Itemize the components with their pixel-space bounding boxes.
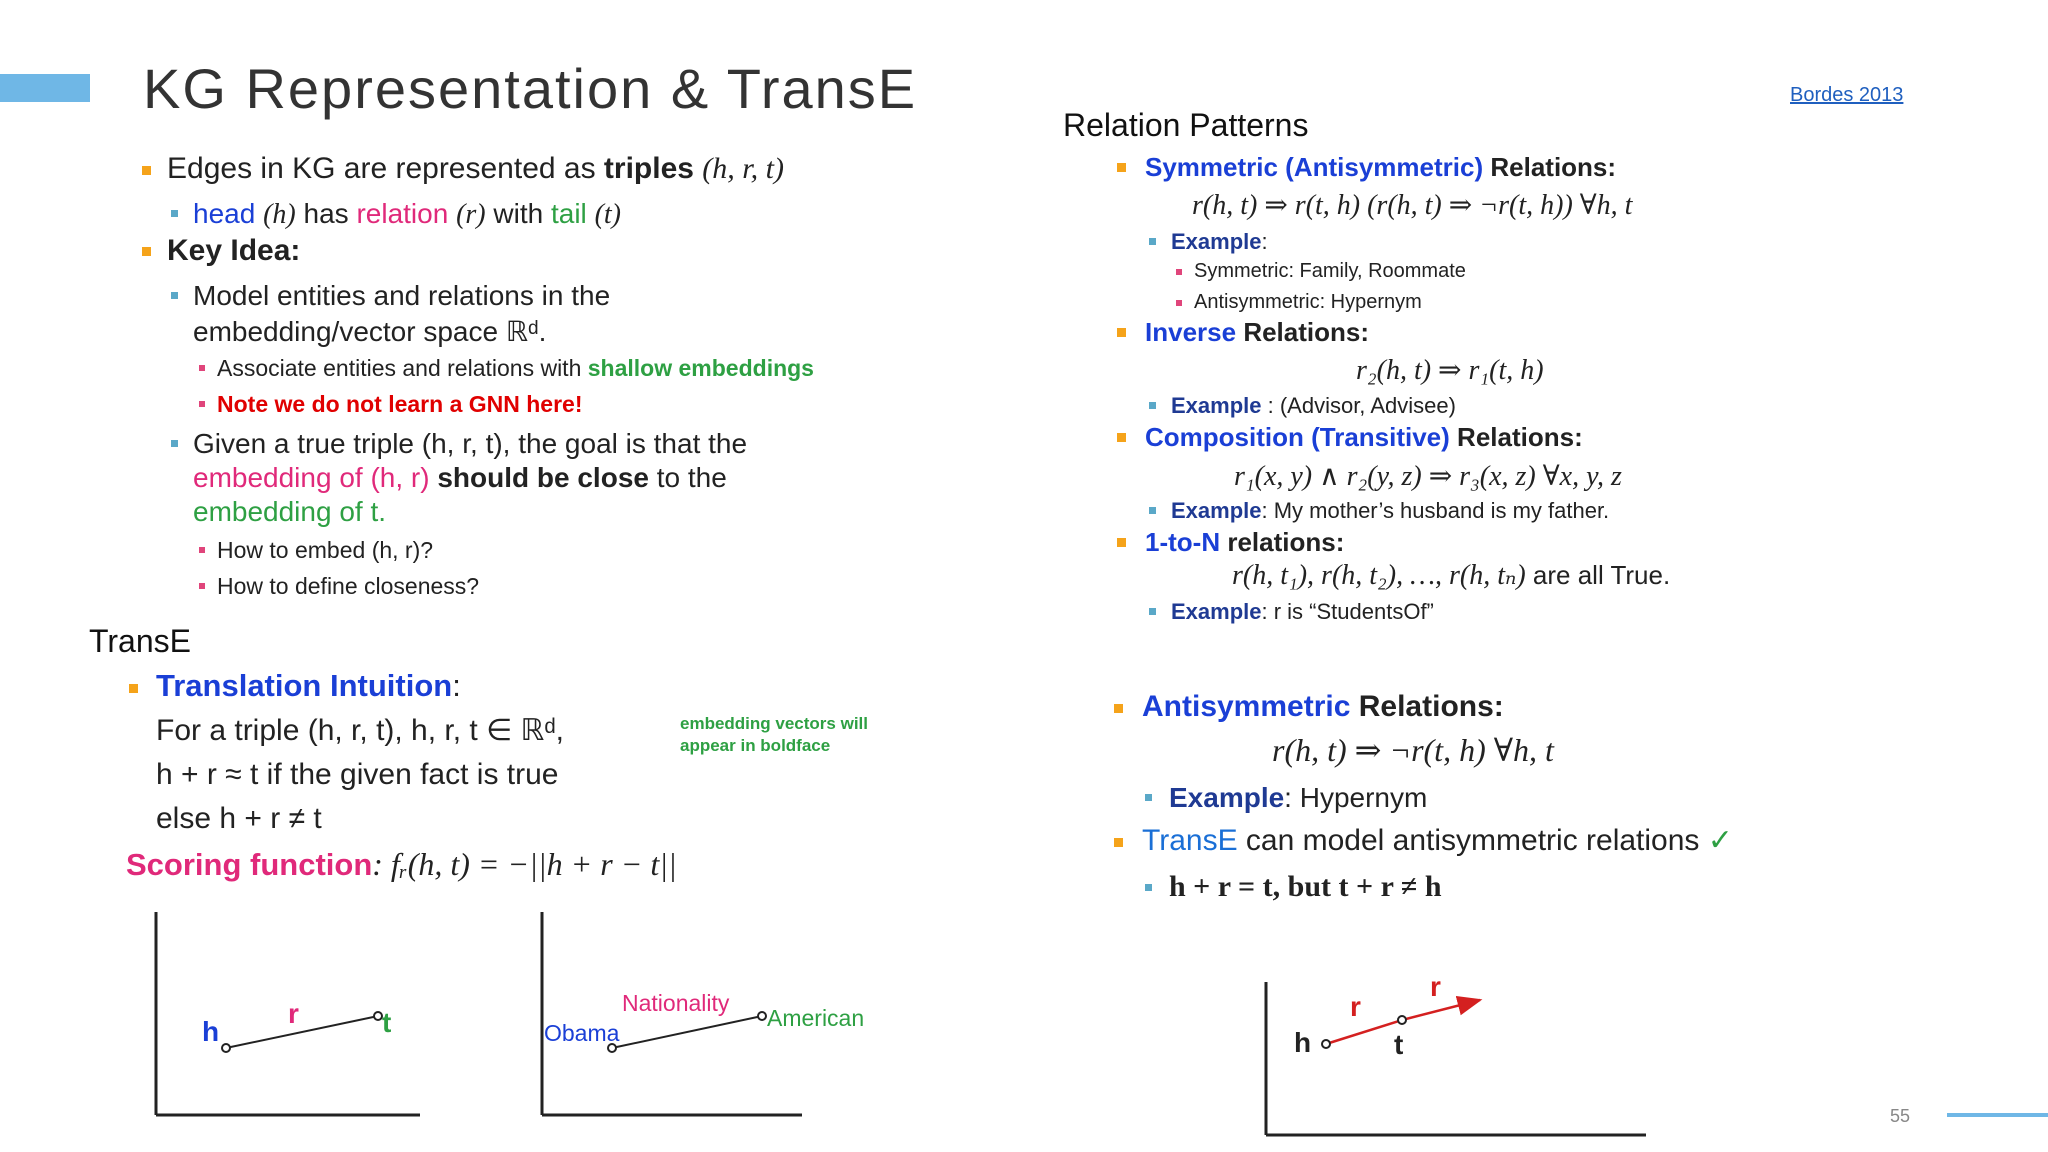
h-label: h bbox=[1294, 1027, 1312, 1058]
bullet-icon bbox=[199, 401, 205, 407]
bullet-icon bbox=[1117, 328, 1126, 337]
r-label-1: r bbox=[1350, 991, 1361, 1022]
bullet-icon bbox=[1145, 884, 1152, 891]
h-point bbox=[222, 1044, 230, 1052]
else-line: else h + r ≠ t bbox=[156, 802, 322, 835]
edges-line: Edges in KG are represented as triples (h, r, t) bbox=[167, 152, 784, 185]
relation-label: Nationality bbox=[622, 990, 730, 1016]
bullet-icon bbox=[1149, 402, 1156, 409]
given-line-1: Given a true triple (h, r, t), the goal is that the bbox=[193, 428, 748, 459]
r-label-2: r bbox=[1430, 971, 1441, 1002]
associate-line: Associate entities and relations with shallow embeddings bbox=[217, 355, 814, 381]
h-point bbox=[1322, 1040, 1330, 1048]
given-line-2: embedding of (h, r) should be close to the bbox=[193, 462, 727, 493]
composition-line: Composition (Transitive) Relations: bbox=[1145, 422, 1583, 452]
side-note-1: embedding vectors will bbox=[680, 714, 868, 733]
t-point bbox=[1398, 1016, 1406, 1024]
relation-patterns-heading: Relation Patterns bbox=[1063, 107, 1309, 143]
scoring-line: Scoring function: fᵣ(h, t) = −||h + r − t|| bbox=[126, 846, 677, 882]
bullet-icon bbox=[1114, 838, 1123, 847]
translation-vector bbox=[226, 1016, 378, 1048]
symmetric-example-item: Symmetric: Family, Roommate bbox=[1194, 260, 1466, 282]
head-relation-line: head (h) has relation (r) with tail (t) bbox=[193, 198, 621, 230]
bullet-icon bbox=[199, 365, 205, 371]
bullet-icon bbox=[171, 440, 178, 447]
r-vector-2 bbox=[1402, 1000, 1480, 1020]
bullet-icon bbox=[1117, 433, 1126, 442]
head-entity-label: Obama bbox=[544, 1020, 620, 1046]
one-to-n-line: 1-to-N relations: bbox=[1145, 527, 1345, 557]
model-line-2: embedding/vector space ℝᵈ. bbox=[193, 316, 547, 347]
bullet-icon bbox=[1149, 238, 1156, 245]
bullet-icon bbox=[1117, 538, 1126, 547]
t-label: t bbox=[382, 1007, 392, 1038]
bullet-icon bbox=[1176, 300, 1182, 306]
american-point bbox=[758, 1012, 766, 1020]
r-label: r bbox=[288, 998, 299, 1029]
footer-accent-line bbox=[1947, 1113, 2048, 1117]
bullet-icon bbox=[171, 210, 178, 217]
antisymmetric-formula: r(h, t) ⇒ ¬r(t, h) ∀h, t bbox=[1272, 732, 1554, 768]
side-note-2: appear in boldface bbox=[680, 736, 831, 755]
symmetric-formula: r(h, t) ⇒ r(t, h) (r(h, t) ⇒ ¬r(t, h)) ∀h, t bbox=[1192, 190, 1633, 221]
given-line-3: embedding of t. bbox=[193, 496, 387, 527]
diagram-h-r-t bbox=[140, 900, 440, 1130]
note-line: Note we do not learn a GNN here! bbox=[217, 391, 583, 417]
one-to-n-example: Example: r is “StudentsOf” bbox=[1171, 599, 1434, 624]
page-number: 55 bbox=[1890, 1106, 1911, 1126]
antisymmetric-line: Antisymmetric Relations: bbox=[1142, 690, 1504, 723]
bullet-icon bbox=[142, 247, 151, 256]
inverse-formula: r₂(h, t) ⇒ r₁(t, h) bbox=[1356, 355, 1544, 386]
bullet-icon bbox=[199, 583, 205, 589]
key-idea-heading: Key Idea: bbox=[167, 234, 301, 267]
h-label: h bbox=[202, 1016, 220, 1047]
inverse-example: Example : (Advisor, Advisee) bbox=[1171, 393, 1456, 418]
intuition-line: Translation Intuition: bbox=[156, 668, 461, 703]
bullet-icon bbox=[1117, 163, 1126, 172]
r-vector-1 bbox=[1326, 1020, 1402, 1044]
transe-model-line: TransE can model antisymmetric relations ✓ bbox=[1142, 824, 1733, 857]
reference-link[interactable]: Bordes 2013 bbox=[1790, 84, 1904, 106]
t-label: t bbox=[1394, 1029, 1404, 1060]
bullet-icon bbox=[129, 684, 138, 693]
bullet-icon bbox=[1176, 269, 1182, 275]
bullet-icon bbox=[142, 166, 151, 175]
check-icon: ✓ bbox=[1707, 824, 1733, 857]
diagram-antisymmetric bbox=[1250, 960, 1670, 1140]
bullet-icon bbox=[1149, 507, 1156, 514]
triple-line: For a triple (h, r, t), h, r, t ∈ ℝᵈ, bbox=[156, 714, 564, 747]
tail-entity-label: American bbox=[767, 1005, 865, 1031]
model-line-1: Model entities and relations in the bbox=[193, 280, 611, 311]
translation-vector bbox=[612, 1016, 762, 1048]
bullet-icon bbox=[1114, 704, 1123, 713]
bullet-icon bbox=[1149, 608, 1156, 615]
bullet-icon bbox=[1145, 794, 1152, 801]
bullet-icon bbox=[171, 292, 178, 299]
diagram-obama-example bbox=[526, 900, 886, 1130]
how-embed-line: How to embed (h, r)? bbox=[217, 537, 434, 563]
antisymmetric-example-item: Antisymmetric: Hypernym bbox=[1194, 291, 1422, 313]
symmetric-line: Symmetric (Antisymmetric) Relations: bbox=[1145, 152, 1617, 182]
symmetric-example: Example: bbox=[1171, 229, 1268, 254]
title-accent-bar bbox=[0, 74, 90, 102]
slide-title: KG Representation & TransE bbox=[143, 57, 918, 120]
final-line: h + r = t, but t + r ≠ h bbox=[1169, 870, 1442, 903]
antisymmetric-example: Example: Hypernym bbox=[1169, 782, 1428, 813]
approx-line: h + r ≈ t if the given fact is true bbox=[156, 758, 559, 791]
bullet-icon bbox=[199, 547, 205, 553]
composition-formula: r₁(x, y) ∧ r₂(y, z) ⇒ r₃(x, z) ∀x, y, z bbox=[1234, 461, 1622, 492]
inverse-line: Inverse Relations: bbox=[1145, 317, 1369, 347]
transe-heading: TransE bbox=[89, 623, 191, 659]
how-close-line: How to define closeness? bbox=[217, 573, 480, 599]
one-to-n-formula: r(h, t₁), r(h, t₂), …, r(h, tₙ) are all True. bbox=[1232, 560, 1671, 591]
composition-example: Example: My mother’s husband is my father. bbox=[1171, 498, 1610, 523]
t-point bbox=[374, 1012, 382, 1020]
